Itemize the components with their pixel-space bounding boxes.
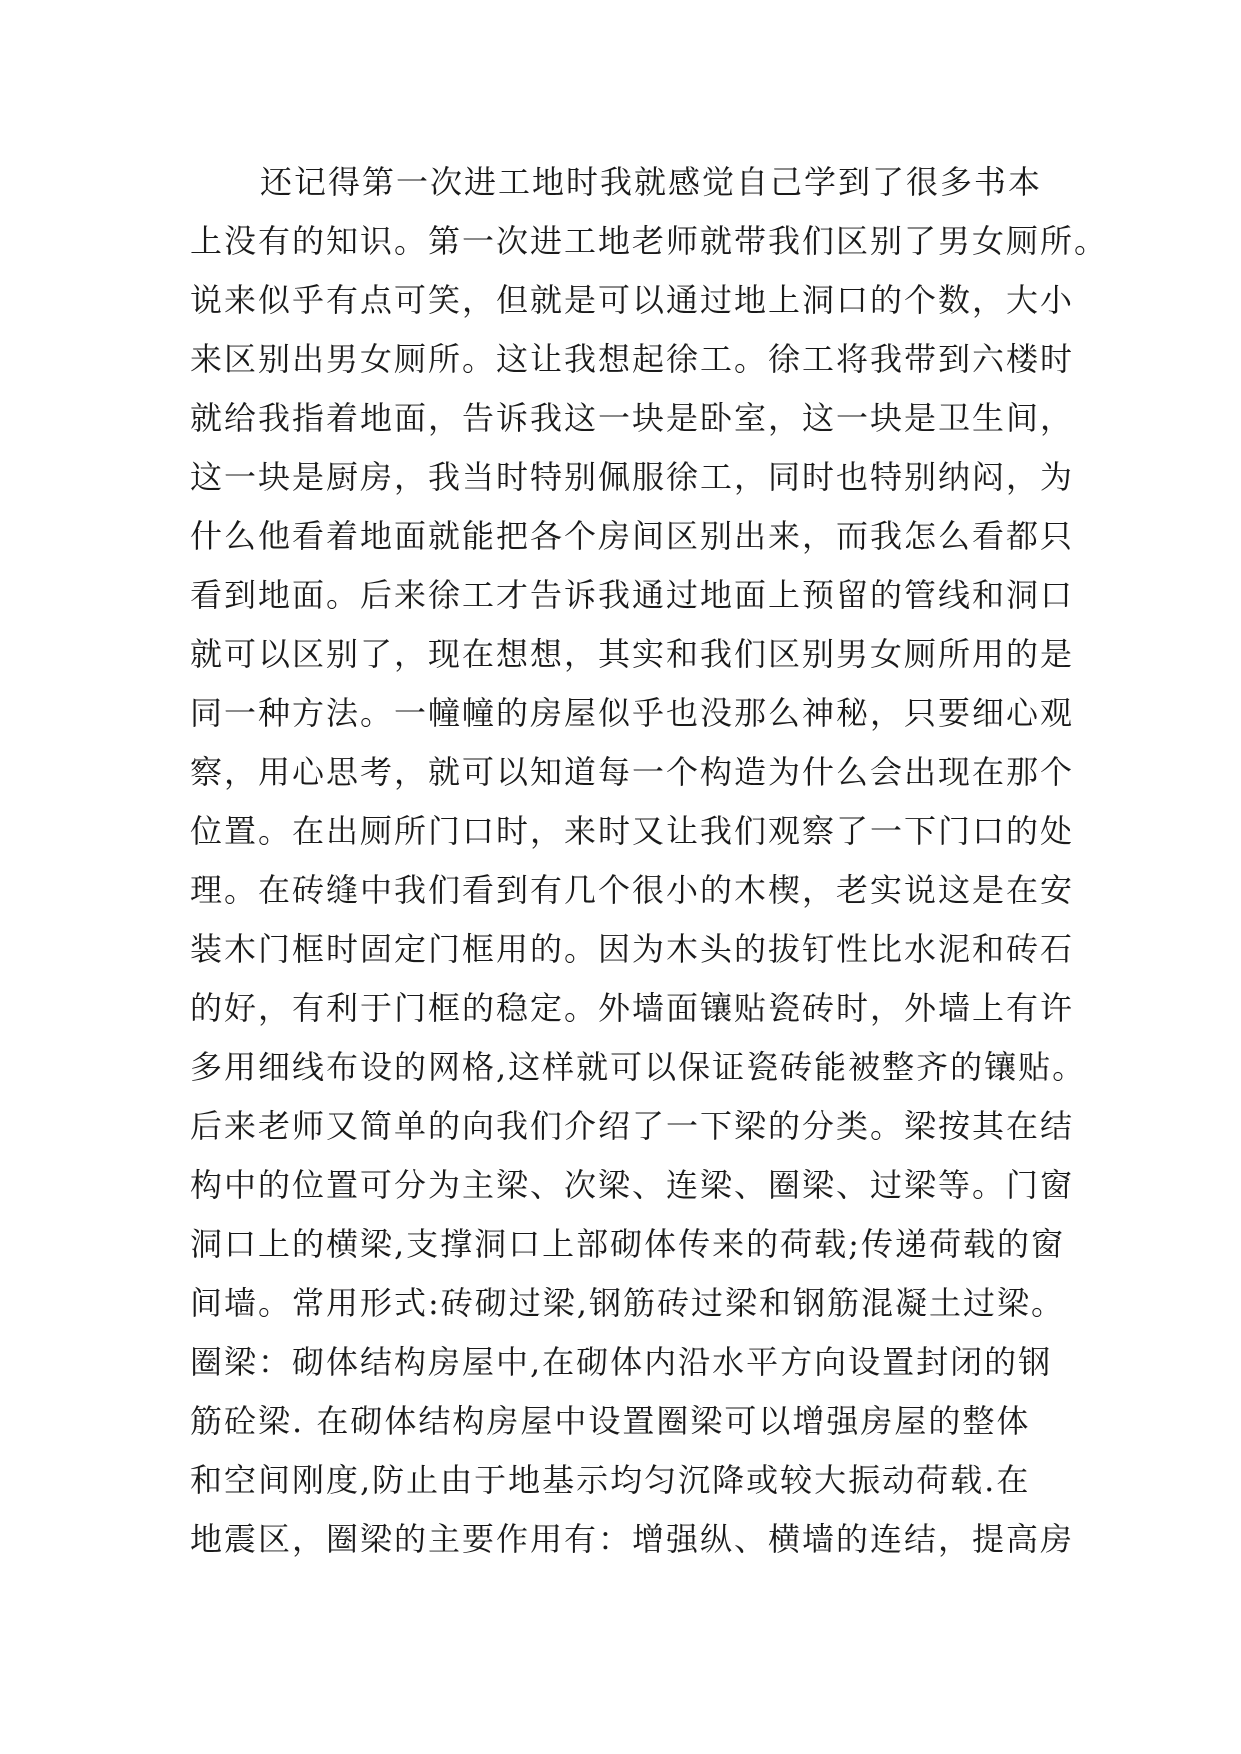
text-line: 的好，有利于门框的稳定。外墙面镶贴瓷砖时，外墙上有许 bbox=[190, 989, 1075, 1027]
text-line: 位置。在出厕所门口时，来时又让我们观察了一下门口的处 bbox=[190, 812, 1075, 850]
text-line: 就可以区别了，现在想想，其实和我们区别男女厕所用的是 bbox=[190, 635, 1075, 673]
body-paragraph bbox=[190, 153, 1109, 1569]
text-line: 圈梁：砌体结构房屋中,在砌体内沿水平方向设置封闭的钢 bbox=[190, 1343, 1053, 1381]
text-line: 间墙。常用形式:砖砌过梁,钢筋砖过梁和钢筋混凝土过梁。 bbox=[190, 1284, 1065, 1322]
text-line: 上没有的知识。第一次进工地老师就带我们区别了男女厕所。 bbox=[190, 222, 1109, 260]
text-line: 就给我指着地面，告诉我这一块是卧室，这一块是卫生间， bbox=[190, 399, 1075, 437]
text-line: 理。在砖缝中我们看到有几个很小的木楔，老实说这是在安 bbox=[190, 871, 1075, 909]
text-line: 说来似乎有点可笑，但就是可以通过地上洞口的个数，大小 bbox=[190, 281, 1075, 319]
text-line: 后来老师又简单的向我们介绍了一下梁的分类。梁按其在结 bbox=[190, 1107, 1075, 1145]
text-line: 来区别出男女厕所。这让我想起徐工。徐工将我带到六楼时 bbox=[190, 340, 1075, 378]
text-line: 多用细线布设的网格,这样就可以保证瓷砖能被整齐的镶贴。 bbox=[190, 1048, 1087, 1086]
text-line: 洞口上的横梁,支撑洞口上部砌体传来的荷载;传递荷载的窗 bbox=[190, 1225, 1065, 1263]
text-line: 构中的位置可分为主梁、次梁、连梁、圈梁、过梁等。门窗 bbox=[190, 1166, 1075, 1204]
text-line: 什么他看着地面就能把各个房间区别出来，而我怎么看都只 bbox=[190, 517, 1075, 555]
text-line: 筋砼梁. 在砌体结构房屋中设置圈梁可以增强房屋的整体 bbox=[190, 1402, 1031, 1440]
text-line: 这一块是厨房，我当时特别佩服徐工，同时也特别纳闷，为 bbox=[190, 458, 1075, 496]
text-line: 察，用心思考，就可以知道每一个构造为什么会出现在那个 bbox=[190, 753, 1075, 791]
text-line: 地震区，圈梁的主要作用有：增强纵、横墙的连结，提高房 bbox=[190, 1520, 1075, 1558]
text-line: 还记得第一次进工地时我就感觉自己学到了很多书本 bbox=[260, 163, 1043, 201]
text-line: 同一种方法。一幢幢的房屋似乎也没那么神秘，只要细心观 bbox=[190, 694, 1075, 732]
text-line: 和空间刚度,防止由于地基示均匀沉降或较大振动荷载.在 bbox=[190, 1461, 1031, 1499]
text-line: 装木门框时固定门框用的。因为木头的拔钉性比水泥和砖石 bbox=[190, 930, 1075, 968]
text-line: 看到地面。后来徐工才告诉我通过地面上预留的管线和洞口 bbox=[190, 576, 1075, 614]
